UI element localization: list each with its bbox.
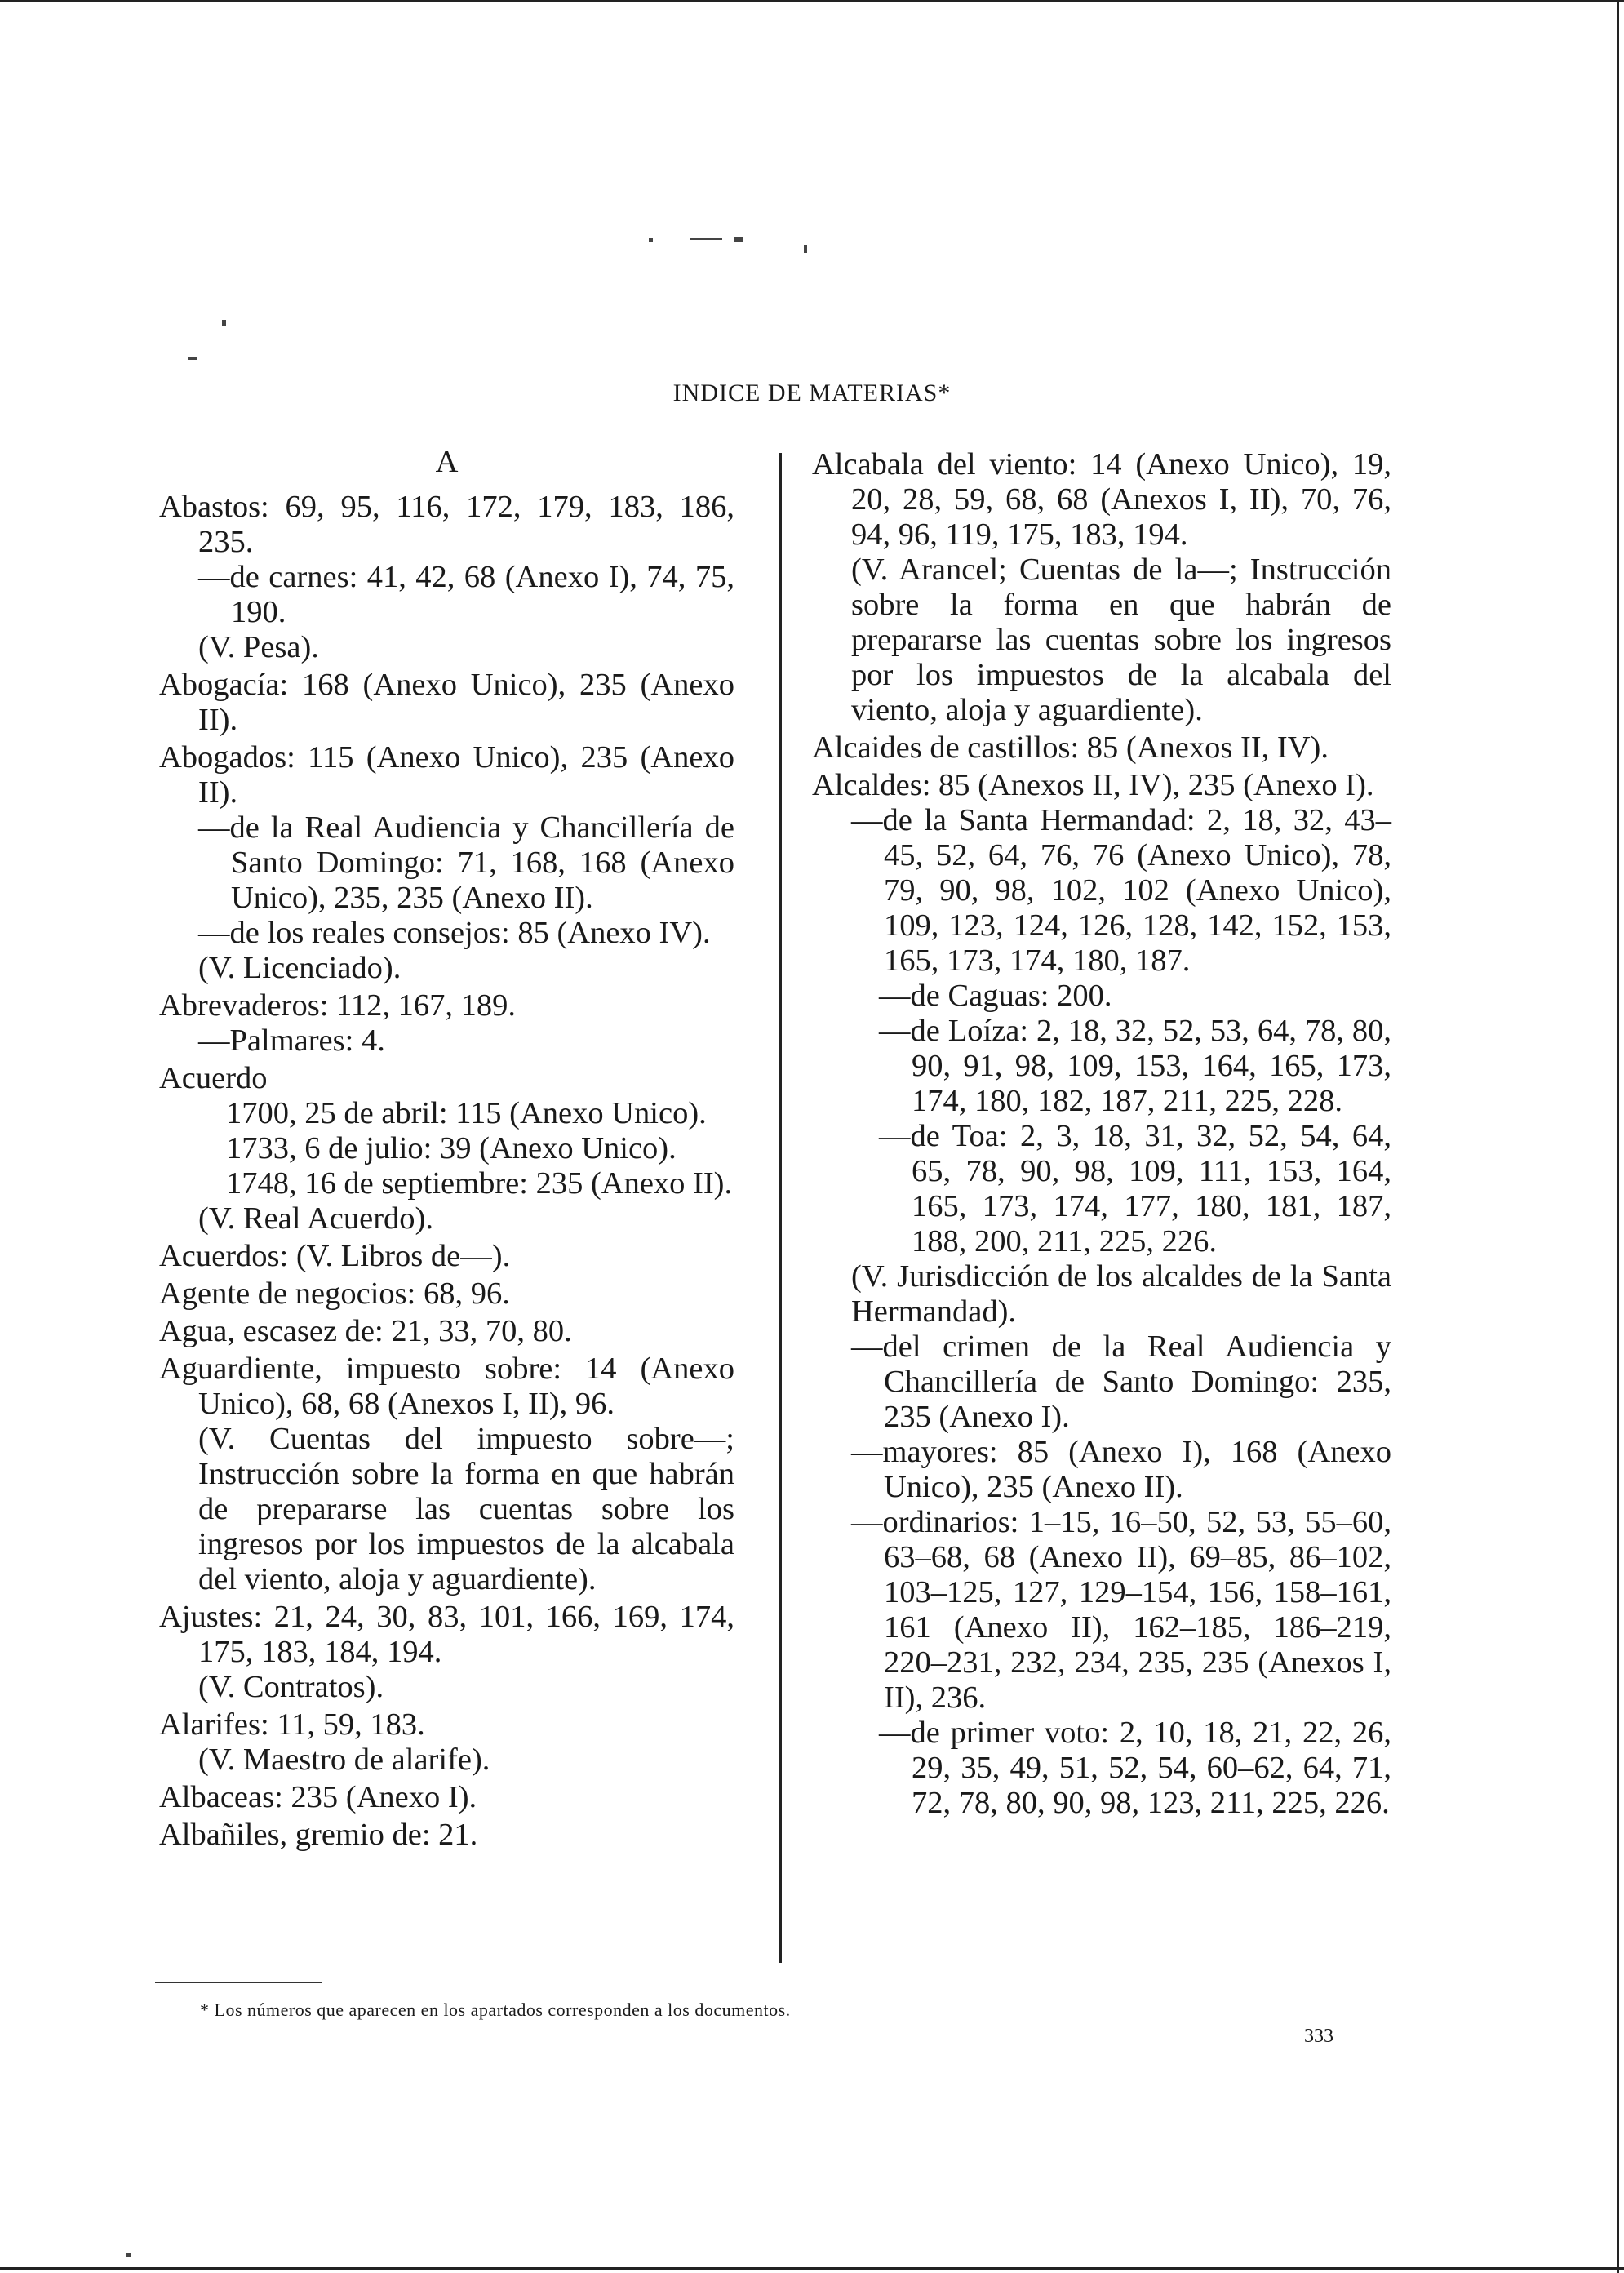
index-entry: —mayores: 85 (Anexo I), 168 (Anexo Unico), 235 (Anexo II). — [851, 1435, 1391, 1504]
scan-speck — [804, 245, 807, 253]
index-entry: Alarifes: 11, 59, 183. — [159, 1707, 425, 1742]
index-entry: 1748, 16 de septiembre: 235 (Anexo II). — [226, 1166, 733, 1201]
index-entry: Alcaldes: 85 (Anexos II, IV), 235 (Anexo I). — [812, 768, 1374, 802]
index-entry: —de la Santa Hermandad: 2, 18, 32, 43–45, 52, 64, 76, 76 (Anexo Unico), 78, 79, 90, 98, 102, 102 (Anexo Unico), 109, 123, 124, 126, 128, 142, 152, 153, 165, 173, 174, 180, 187. — [851, 803, 1391, 978]
scan-speck — [690, 238, 722, 240]
index-entry: —de la Real Audiencia y Chancillería de Santo Domingo: 71, 168, 168 (Anexo Unico), 235, 235 (Anexo II). — [198, 810, 734, 915]
scan-speck — [649, 238, 653, 242]
entry-list-left — [159, 490, 734, 1853]
scan-speck — [188, 357, 197, 360]
index-entry: —Palmares: 4. — [198, 1023, 385, 1058]
index-column-right — [812, 445, 1391, 1821]
index-entry: —de Toa: 2, 3, 18, 31, 32, 52, 54, 64, 65, 78, 90, 98, 109, 111, 153, 164, 165, 173, 174, 177, 180, 181, 187, 188, 200, 211, 225, 226. — [879, 1119, 1391, 1259]
index-entry: Acuerdo — [159, 1061, 268, 1095]
page-frame-bottom — [0, 2267, 1624, 2270]
index-cross-reference: (V. Pesa). — [198, 630, 319, 664]
index-entry: —de Caguas: 200. — [879, 979, 1112, 1013]
index-entry: 1700, 25 de abril: 115 (Anexo Unico). — [226, 1096, 707, 1130]
index-cross-reference: (V. Jurisdicción de los alcaldes de la Santa Hermandad). — [851, 1259, 1391, 1329]
index-entry: Alcabala del viento: 14 (Anexo Unico), 19, 20, 28, 59, 68, 68 (Anexos I, II), 70, 76, 94, 96, 119, 175, 183, 194. — [812, 447, 1391, 552]
index-entry: —de los reales consejos: 85 (Anexo IV). — [198, 916, 711, 950]
page-number: 333 — [1304, 2026, 1333, 2047]
index-entry: —de Loíza: 2, 18, 32, 52, 53, 64, 78, 80, 90, 91, 98, 109, 153, 164, 165, 173, 174, 180, 182, 187, 211, 225, 228. — [879, 1014, 1391, 1118]
index-entry: —de carnes: 41, 42, 68 (Anexo I), 74, 75, 190. — [198, 560, 734, 629]
index-entry: Aguardiente, impuesto sobre: 14 (Anexo Unico), 68, 68 (Anexos I, II), 96. — [159, 1352, 734, 1421]
index-entry: 1733, 6 de julio: 39 (Anexo Unico). — [226, 1131, 677, 1165]
index-entry: Alcaides de castillos: 85 (Anexos II, IV). — [812, 730, 1329, 765]
entry-list-right — [812, 447, 1391, 1821]
page-frame-top — [0, 0, 1624, 2]
index-entry: Agente de negocios: 68, 96. — [159, 1276, 510, 1311]
section-letter: A — [435, 445, 459, 479]
index-cross-reference: (V. Arancel; Cuentas de la—; Instrucción sobre la forma en que habrán de prepararse las cuentas sobre los ingresos por los impuestos de la alcabala del viento, aloja y aguardiente). — [851, 553, 1391, 727]
index-entry: Albañiles, gremio de: 21. — [159, 1818, 478, 1852]
column-divider — [779, 453, 782, 1963]
footnote-rule — [155, 1982, 322, 1983]
index-entry: Agua, escasez de: 21, 33, 70, 80. — [159, 1314, 572, 1348]
index-entry: Abrevaderos: 112, 167, 189. — [159, 988, 516, 1023]
index-cross-reference: (V. Contratos). — [198, 1670, 384, 1704]
index-entry: Abastos: 69, 95, 116, 172, 179, 183, 186, 235. — [159, 490, 734, 559]
index-entry: Abogacía: 168 (Anexo Unico), 235 (Anexo II). — [159, 668, 734, 737]
page-title: INDICE DE MATERIAS* — [672, 380, 952, 406]
index-entry: —ordinarios: 1–15, 16–50, 52, 53, 55–60, 63–68, 68 (Anexo II), 69–85, 86–102, 103–125, 127, 129–154, 156, 158–161, 161 (Anexo II), 162–185, 186–219, 220–231, 232, 234, 235, 235 (Anexos I, II), 236. — [851, 1505, 1391, 1715]
scan-speck — [222, 320, 226, 326]
index-entry: —de primer voto: 2, 10, 18, 21, 22, 26, 29, 35, 49, 51, 52, 54, 60–62, 64, 71, 72, 78, 80, 90, 98, 123, 211, 225, 226. — [879, 1716, 1391, 1820]
footnote: * Los números que aparecen en los apartados corresponden a los documentos. — [200, 2000, 791, 2020]
index-entry: Albaceas: 235 (Anexo I). — [159, 1780, 477, 1814]
index-entry: —del crimen de la Real Audiencia y Chancillería de Santo Domingo: 235, 235 (Anexo I). — [851, 1330, 1391, 1434]
index-cross-reference: (V. Maestro de alarife). — [198, 1742, 490, 1777]
index-entry: Acuerdos: (V. Libros de—). — [159, 1239, 511, 1273]
index-cross-reference: (V. Real Acuerdo). — [198, 1201, 433, 1236]
index-cross-reference: (V. Licenciado). — [198, 951, 402, 985]
page-frame-right — [1617, 0, 1619, 2273]
index-column-left — [159, 445, 734, 1853]
index-entry: Abogados: 115 (Anexo Unico), 235 (Anexo II). — [159, 740, 734, 810]
index-cross-reference: (V. Cuentas del impuesto sobre—; Instrucción sobre la forma en que habrán de prepararse las cuentas sobre los ingresos por los impuestos de la alcabala del viento, aloja y aguardiente). — [198, 1422, 734, 1596]
scan-speck — [734, 237, 743, 242]
scan-speck — [126, 2253, 131, 2257]
index-entry: Ajustes: 21, 24, 30, 83, 101, 166, 169, 174, 175, 183, 184, 194. — [159, 1600, 734, 1669]
